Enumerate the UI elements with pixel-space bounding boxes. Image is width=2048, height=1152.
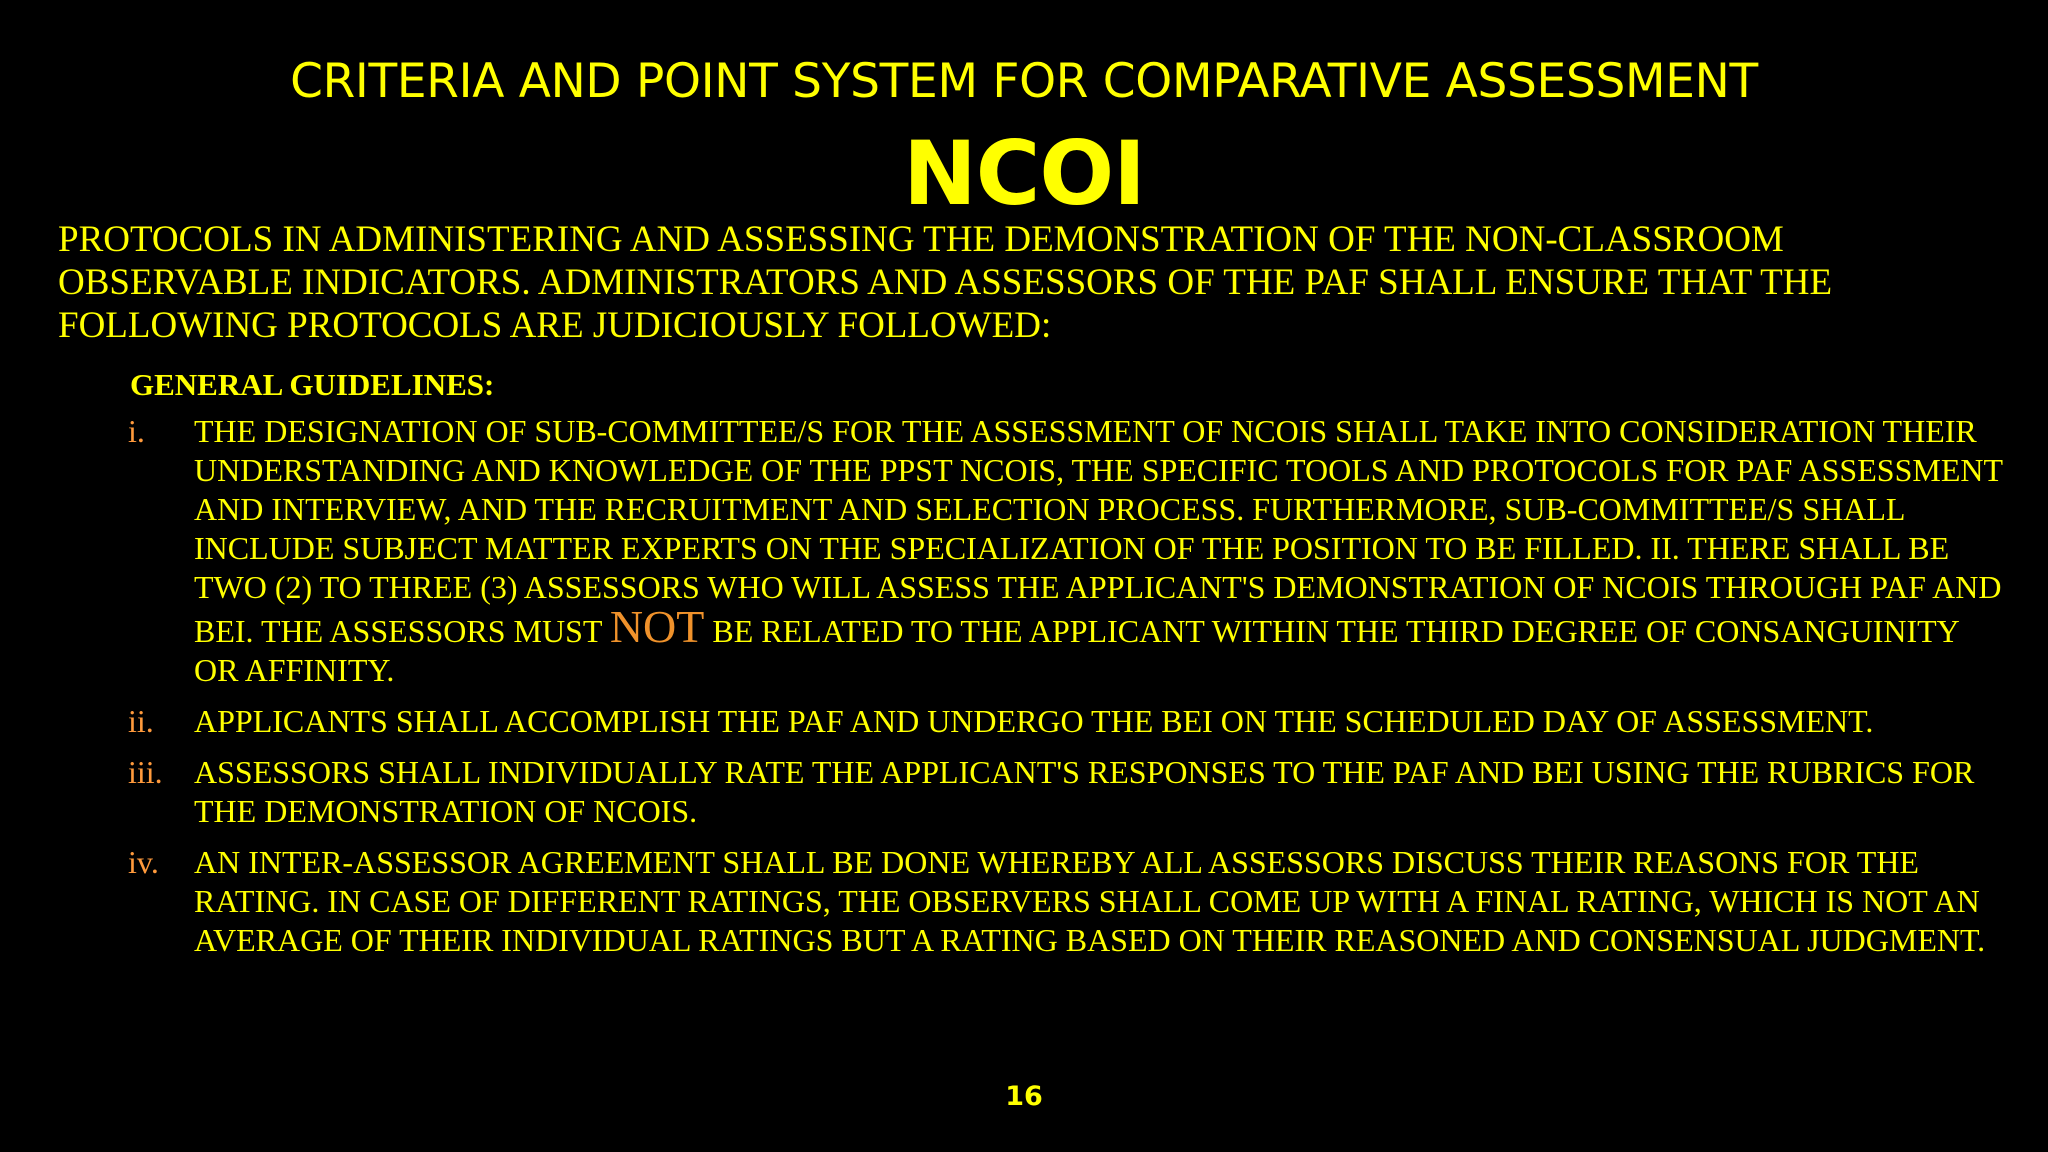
list-item-numeral: ii.: [128, 703, 154, 739]
slide-title: NCOI: [903, 122, 1145, 225]
list-item: [128, 843, 2008, 960]
list-item-numeral: iv.: [128, 844, 159, 880]
list-item-text: ASSESSORS SHALL INDIVIDUALLY RATE THE APPLICANT'S RESPONSES TO THE PAF AND BEI USING THE RUBRICS FOR THE DEMONSTRATION OF NCOIS.: [194, 754, 1975, 829]
page-number: 16: [1005, 1081, 1043, 1112]
slide-subtitle: CRITERIA AND POINT SYSTEM FOR COMPARATIVE ASSESSMENT: [290, 54, 1758, 109]
list-item-text: AN INTER-ASSESSOR AGREEMENT SHALL BE DONE WHEREBY ALL ASSESSORS DISCUSS THEIR REASONS FOR THE RATING. IN CASE OF DIFFERENT RATINGS, THE OBSERVERS SHALL COME UP WITH A FINAL RATING, WHICH IS NOT AN AVERAGE OF THEIR INDIVIDUAL RATINGS BUT A RATING BASED ON THEIR REASONED AND CONSENSUAL JUDGMENT.: [194, 844, 1986, 958]
guidelines-list: [128, 412, 2008, 972]
list-item-numeral: iii.: [128, 754, 163, 790]
list-item-text: THE DESIGNATION OF SUB-COMMITTEE/S FOR THE ASSESSMENT OF NCOIS SHALL TAKE INTO CONSIDERATION THEIR UNDERSTANDING AND KNOWLEDGE OF THE PPST NCOIS, THE SPECIFIC TOOLS AND PROTOCOLS FOR PAF ASSESSMENT AND INTERVIEW, AND THE RECRUITMENT AND SELECTION PROCESS. FURTHERMORE, SUB-COMMITTEE/S SHALL INCLUDE SUBJECT MATTER EXPERTS ON THE SPECIALIZATION OF THE POSITION TO BE FILLED. II. THERE SHALL BE TWO (2) TO THREE (3) ASSESSORS WHO WILL ASSESS THE APPLICANT'S DEMONSTRATION OF NCOIS THROUGH PAF AND BEI. THE ASSESSORS MUST: [194, 413, 2003, 649]
emphasis-text: NOT: [609, 601, 705, 652]
list-item-text-continued: BE RELATED TO THE APPLICANT WITHIN THE THIRD DEGREE OF CONSANGUINITY OR AFFINITY.: [194, 613, 1959, 688]
list-item: [128, 702, 2008, 741]
list-item-text: APPLICANTS SHALL ACCOMPLISH THE PAF AND UNDERGO THE BEI ON THE SCHEDULED DAY OF ASSESSMENT.: [194, 703, 1874, 739]
list-item: [128, 753, 2008, 831]
list-item: [128, 412, 2008, 690]
intro-paragraph: PROTOCOLS IN ADMINISTERING AND ASSESSING THE DEMONSTRATION OF THE NON-CLASSROOM OBSERVABLE INDICATORS. ADMINISTRATORS AND ASSESSORS OF THE PAF SHALL ENSURE THAT THE FOLLOWING PROTOCOLS ARE JUDICIOUSLY FOLLOWED:: [58, 219, 1833, 346]
guidelines-heading: GENERAL GUIDELINES:: [130, 367, 495, 402]
list-item-numeral: i.: [128, 413, 145, 449]
